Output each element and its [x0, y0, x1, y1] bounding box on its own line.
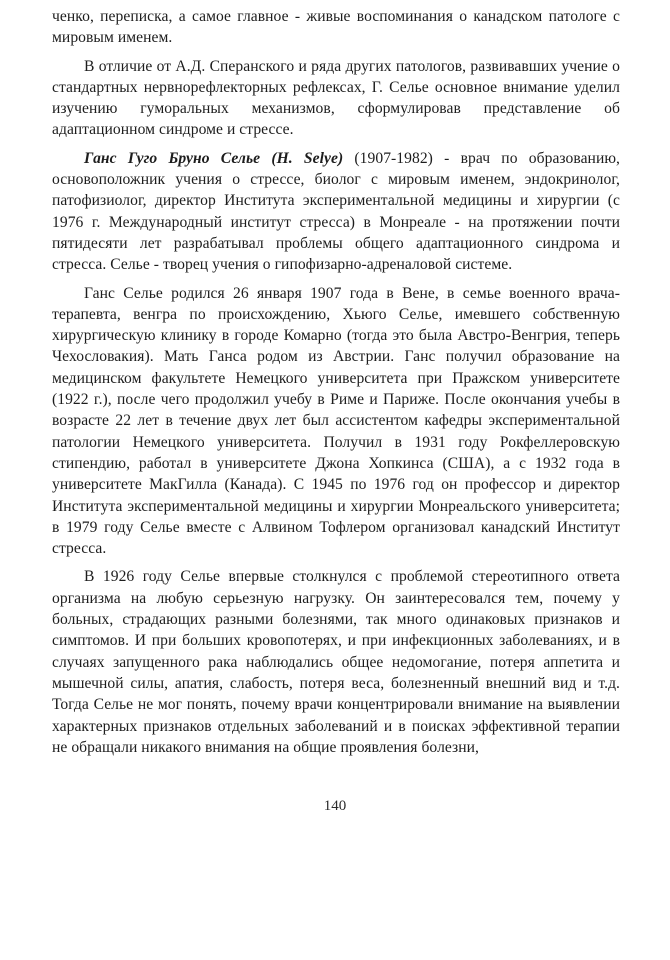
paragraph-selye-intro	[52, 148, 620, 276]
paragraph-difference: В отличие от А.Д. Сперанского и ряда других патологов, развивавших учение о стандартных нервнорефлекторных рефлексах, Г. Селье основное внимание уделил изучению гуморальных механизмов, сформулировав представление об адаптационном синдроме и стрессе.	[52, 57, 620, 139]
paragraph-intro-continuation: ченко, переписка, а самое главное - живые воспоминания о канадском патологе с мировым именем.	[52, 8, 620, 47]
selye-intro-text: (1907-1982) - врач по образованию, основоположник учения о стрессе, биолог с мировым именем, эндокринолог, патофизиолог, директор Института экспериментальной медицины и хирургии (с 1976 г. Международный институт стресса) в Монреале - на протяжении почти пятидесяти лет разрабатывал проблемы общего адаптационного синдрома и стресса. Селье - творец учения о гипофизарно-адреналовой системе.	[52, 149, 620, 274]
paragraph-biography: Ганс Селье родился 26 января 1907 года в Вене, в семье военного врача-терапевта, венгра по происхождению, Хьюго Селье, имевшего собственную хирургическую клинику в городе Комарно (тогда это была Австро-Венгрия, теперь Чехословакия). Мать Ганса родом из Австрии. Ганс получил образование на медицинском факультете Немецкого университета при Пражском университете (1922 г.), после чего продолжил учебу в Риме и Париже. После окончания учебы в возрасте 22 лет в течение двух лет был ассистентом кафедры экспериментальной патологии Немецкого университета. Получил в 1931 году Рокфеллеровскую стипендию, работал в университете Джона Хопкинса (США), а с 1932 года в университете МакГилла (Канада). С 1945 по 1976 год он профессор и директор Института экспериментальной медицины и хирургии Монреальского университета; в 1979 году Селье вместе с Алвином Тофлером организовал канадский Институт стресса.	[52, 284, 620, 558]
selye-full-name: Ганс Гуго Бруно Селье (H. Selye)	[84, 149, 344, 167]
paragraph-1926: В 1926 году Селье впервые столкнулся с проблемой стереотипного ответа организма на любую серьезную нагрузку. Он заинтересовался тем, почему у больных, страдающих разными болезнями, так много одинаковых признаков и симптомов. И при больших кровопотерях, и при инфекционных заболеваниях, и в случаях запущенного рака наблюдались общее недомогание, потеря аппетита и мышечной силы, апатия, слабость, потеря веса, болезненный внешний вид и т.д. Тогда Селье не мог понять, почему врачи концентрировали внимание на выявлении характерных признаков отдельных заболеваний и в поисках эффективной терапии не обращали никакого внимания на общие проявления болезни,	[52, 568, 620, 756]
page-number: 140	[323, 798, 347, 814]
document-page	[52, 6, 620, 765]
